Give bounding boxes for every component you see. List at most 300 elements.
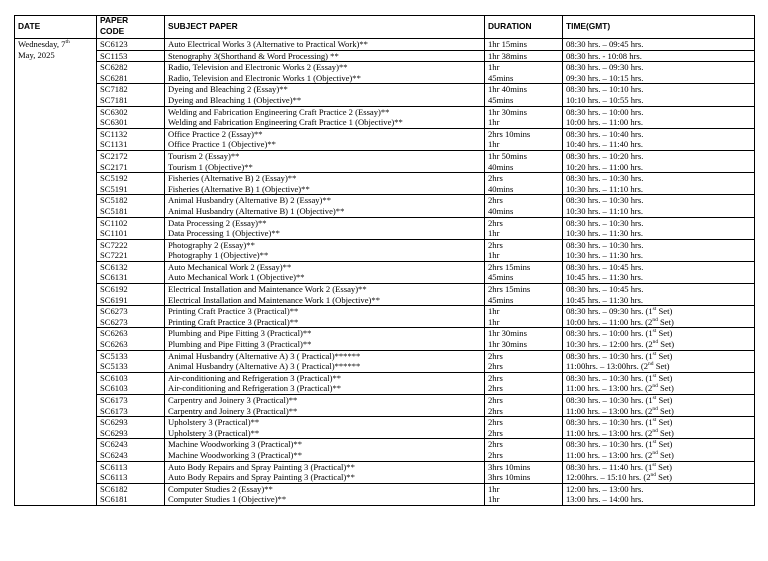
subject-paper [168, 339, 481, 350]
subject-paper [168, 250, 481, 261]
duration [488, 84, 559, 95]
time-gmt-text: 11:00 hrs. – 13:00 hrs. (2 [566, 405, 653, 416]
header-time: TIME(GMT) [563, 16, 755, 39]
paper-code [100, 295, 161, 306]
time-gmt [566, 250, 751, 261]
time-gmt [566, 462, 751, 473]
duration [488, 139, 559, 150]
subject-cell [165, 328, 485, 350]
duration-cell [485, 417, 563, 439]
paper-code [100, 51, 161, 62]
time-gmt-sup: st [652, 372, 657, 379]
time-cell [563, 483, 755, 505]
duration-text: 2hrs [488, 195, 503, 206]
paper-code-cell [97, 150, 165, 172]
duration-text: 1hr [488, 494, 500, 505]
table-row [15, 239, 755, 261]
time-cell [563, 261, 755, 283]
duration [488, 39, 559, 50]
time-cell [563, 350, 755, 372]
duration [488, 95, 559, 106]
time-gmt-text: 10:40 hrs. – 11:40 hrs. [566, 139, 644, 150]
subject-paper-text: Printing Craft Practice 3 (Practical)** [168, 316, 299, 327]
subject-paper-text: Animal Husbandry (Alternative B) 1 (Objective)** [168, 205, 345, 216]
paper-code [100, 317, 161, 328]
time-cell [563, 239, 755, 261]
paper-code [100, 406, 161, 417]
paper-code-text: SC6123 [100, 39, 128, 49]
duration [488, 484, 559, 495]
time-gmt-text: 09:30 hrs. – 10:15 hrs. [566, 72, 644, 83]
subject-paper [168, 450, 481, 461]
duration [488, 272, 559, 283]
subject-cell [165, 372, 485, 394]
duration-cell [485, 284, 563, 306]
subject-paper-text: Animal Husbandry (Alternative B) 2 (Essay)** [168, 195, 332, 206]
paper-code [100, 73, 161, 84]
paper-code [100, 361, 161, 372]
time-gmt [566, 73, 751, 84]
time-gmt [566, 228, 751, 239]
time-gmt-text: 08:30 hrs. – 10:30 hrs. (1 [566, 395, 653, 405]
paper-code-text: SC7221 [100, 250, 128, 261]
time-gmt [566, 262, 751, 273]
duration-text: 2hrs [488, 449, 503, 460]
duration [488, 117, 559, 128]
time-gmt-sup: nd [652, 427, 658, 434]
time-gmt-text: 10:30 hrs. – 11:30 hrs. [566, 250, 644, 261]
duration-cell [485, 306, 563, 328]
paper-code-text: SC1101 [100, 228, 128, 239]
time-gmt [566, 62, 751, 73]
paper-code-text: SC6132 [100, 261, 128, 272]
subject-paper [168, 162, 481, 173]
duration-text: 2hrs [488, 173, 503, 184]
paper-code-cell [97, 217, 165, 239]
duration [488, 373, 559, 384]
subject-paper [168, 472, 481, 483]
subject-paper [168, 373, 481, 384]
subject-paper [168, 184, 481, 195]
duration-text: 2hrs [488, 239, 503, 250]
time-cell [563, 50, 755, 62]
paper-code [100, 95, 161, 106]
subject-paper [168, 439, 481, 450]
duration [488, 417, 559, 428]
duration-cell [485, 261, 563, 283]
duration [488, 295, 559, 306]
paper-code [100, 328, 161, 339]
paper-code-cell [97, 261, 165, 283]
subject-paper [168, 272, 481, 283]
duration [488, 250, 559, 261]
duration-text: 2hrs 15mins [488, 261, 531, 272]
paper-code-text: SC6191 [100, 294, 128, 305]
time-gmt [566, 494, 751, 505]
time-gmt [566, 295, 751, 306]
time-gmt-text: 08:30 hrs. – 10:45 hrs. [566, 261, 644, 272]
paper-code-cell [97, 372, 165, 394]
subject-cell [165, 417, 485, 439]
duration-text: 40mins [488, 183, 514, 194]
subject-paper [168, 406, 481, 417]
subject-cell [165, 150, 485, 172]
subject-paper-text: Printing Craft Practice 3 (Practical)** [168, 306, 299, 317]
paper-code-cell [97, 106, 165, 128]
paper-code [100, 139, 161, 150]
subject-paper [168, 262, 481, 273]
time-gmt-suffix: Set) [657, 405, 674, 416]
time-cell [563, 84, 755, 106]
duration-text: 1hr 50mins [488, 150, 527, 161]
paper-code-cell [97, 483, 165, 505]
paper-code-text: SC6273 [100, 306, 128, 317]
subject-paper-text: Electrical Installation and Maintenance Work 2 (Essay)** [168, 284, 367, 295]
paper-code-cell [97, 461, 165, 483]
paper-code-cell [97, 84, 165, 106]
time-cell [563, 439, 755, 461]
subject-paper [168, 284, 481, 295]
time-gmt [566, 139, 751, 150]
time-gmt-sup: st [652, 461, 657, 468]
paper-code [100, 484, 161, 495]
duration-cell [485, 483, 563, 505]
timetable-body [15, 39, 755, 506]
time-gmt [566, 417, 751, 428]
time-gmt [566, 240, 751, 251]
subject-cell [165, 217, 485, 239]
subject-paper [168, 129, 481, 140]
timetable-container [14, 15, 755, 506]
duration-text: 1hr [488, 62, 500, 73]
paper-code-text: SC6273 [100, 316, 128, 327]
subject-paper [168, 139, 481, 150]
time-gmt-sup: nd [648, 361, 654, 368]
time-cell [563, 372, 755, 394]
duration-text: 2hrs [488, 350, 503, 361]
paper-code [100, 184, 161, 195]
table-row [15, 50, 755, 62]
paper-code-text: SC6113 [100, 461, 128, 472]
table-row [15, 284, 755, 306]
exam-date [15, 39, 97, 506]
duration-cell [485, 350, 563, 372]
subject-paper-text: Photography 2 (Essay)** [168, 239, 255, 250]
time-gmt-text: 08:30 hrs. – 10:45 hrs. [566, 284, 644, 295]
time-gmt-text: 08:30 hrs. – 10:30 hrs. (1 [566, 439, 653, 450]
paper-code [100, 306, 161, 317]
subject-paper [168, 328, 481, 339]
paper-code [100, 107, 161, 118]
time-gmt-text: 08:30 hrs. – 11:40 hrs. (1 [566, 461, 653, 472]
duration [488, 195, 559, 206]
duration-text: 2hrs [488, 427, 503, 438]
time-gmt-sup: st [652, 306, 657, 313]
subject-paper [168, 206, 481, 217]
paper-code [100, 351, 161, 362]
paper-code-cell [97, 62, 165, 84]
time-gmt-text: 08:30 hrs. – 10:10 hrs. [566, 84, 644, 95]
time-gmt-text: 08:30 hrs. – 10:30 hrs. [566, 217, 644, 228]
paper-code-text: SC6131 [100, 272, 128, 283]
subject-paper-text: Radio, Television and Electronic Works 1 (Objective)** [168, 72, 361, 83]
time-gmt-text: 08:30 hrs. – 10:20 hrs. [566, 150, 644, 161]
paper-code-text: SC7181 [100, 94, 128, 105]
paper-code-text: SC1102 [100, 217, 128, 228]
subject-paper-text: Carpentry and Joinery 3 (Practical)** [168, 405, 298, 416]
table-row [15, 62, 755, 84]
paper-code-text: SC6113 [100, 472, 128, 483]
subject-paper [168, 95, 481, 106]
duration-text: 1hr [488, 228, 500, 239]
paper-code-cell [97, 39, 165, 51]
table-row [15, 84, 755, 106]
paper-code [100, 284, 161, 295]
time-gmt-sup: st [652, 395, 657, 402]
duration [488, 494, 559, 505]
duration-text: 1hr [488, 306, 500, 317]
time-cell [563, 328, 755, 350]
subject-paper-text: Air-conditioning and Refrigeration 3 (Practical)** [168, 372, 342, 383]
duration-text: 1hr 30mins [488, 339, 527, 350]
header-row [15, 16, 755, 39]
paper-code-text: SC1153 [100, 50, 128, 61]
subject-paper-text: Stenography 3(Shorthand & Word Processing) ** [168, 50, 339, 61]
subject-cell [165, 173, 485, 195]
time-gmt [566, 395, 751, 406]
time-gmt-text: 13:00 hrs. – 14:00 hrs. [566, 494, 644, 505]
subject-paper-text: Plumbing and Pipe Fitting 3 (Practical)** [168, 328, 312, 339]
header-duration: DURATION [485, 16, 563, 39]
paper-code-cell [97, 328, 165, 350]
time-gmt-text: 11:00 hrs. – 13:00 hrs. (2 [566, 449, 653, 460]
duration-text: 2hrs 15mins [488, 284, 531, 295]
duration [488, 361, 559, 372]
subject-paper [168, 383, 481, 394]
duration [488, 107, 559, 118]
duration [488, 228, 559, 239]
paper-code-cell [97, 439, 165, 461]
time-gmt [566, 406, 751, 417]
subject-paper [168, 361, 481, 372]
duration-text: 45mins [488, 72, 514, 83]
time-gmt-text: 08:30 hrs. – 10:00 hrs. [566, 106, 644, 117]
time-gmt-suffix: Set) [657, 449, 674, 460]
subject-paper-text: Welding and Fabrication Engineering Craft Practice 1 (Objective)** [168, 117, 403, 128]
duration [488, 184, 559, 195]
time-gmt [566, 195, 751, 206]
paper-code [100, 84, 161, 95]
paper-code-text: SC6293 [100, 417, 128, 428]
subject-paper-text: Computer Studies 1 (Objective)** [168, 494, 287, 505]
paper-code [100, 339, 161, 350]
paper-code-text: SC5182 [100, 195, 128, 206]
time-gmt [566, 107, 751, 118]
exam-date-line1 [18, 39, 93, 50]
time-gmt [566, 317, 751, 328]
duration [488, 218, 559, 229]
duration [488, 73, 559, 84]
paper-code-cell [97, 417, 165, 439]
time-gmt-text: 08:30 hrs. – 09:30 hrs. [566, 62, 644, 73]
duration-cell [485, 173, 563, 195]
paper-code [100, 383, 161, 394]
subject-paper [168, 417, 481, 428]
subject-paper [168, 73, 481, 84]
duration-text: 2hrs [488, 395, 503, 405]
time-cell [563, 306, 755, 328]
subject-paper [168, 173, 481, 184]
subject-paper-text: Animal Husbandry (Alternative A) 3 ( Practical)****** [168, 361, 361, 372]
duration-text: 45mins [488, 94, 514, 105]
duration-cell [485, 62, 563, 84]
time-gmt-text: 10:20 hrs. – 11:00 hrs. [566, 161, 644, 172]
paper-code [100, 472, 161, 483]
table-row [15, 217, 755, 239]
exam-date-sup: th [65, 39, 70, 46]
duration [488, 173, 559, 184]
paper-code-text: SC6301 [100, 117, 128, 128]
duration [488, 306, 559, 317]
duration-cell [485, 239, 563, 261]
time-gmt-suffix: Set) [656, 472, 673, 483]
time-gmt-text: 10:30 hrs. – 11:30 hrs. [566, 228, 644, 239]
time-gmt-text: 10:30 hrs. – 11:10 hrs. [566, 205, 644, 216]
duration-text: 1hr 15mins [488, 39, 527, 49]
paper-code [100, 162, 161, 173]
time-gmt-sup: st [652, 350, 657, 357]
time-gmt-text: 11:00hrs. – 13:00hrs. (2 [566, 361, 649, 372]
duration-cell [485, 328, 563, 350]
paper-code [100, 395, 161, 406]
time-gmt [566, 339, 751, 350]
paper-code-cell [97, 195, 165, 217]
subject-paper-text: Welding and Fabrication Engineering Craft Practice 2 (Essay)** [168, 106, 390, 117]
time-gmt-suffix: Set) [656, 306, 673, 317]
duration [488, 351, 559, 362]
duration [488, 206, 559, 217]
paper-code-text: SC6182 [100, 483, 128, 494]
paper-code [100, 151, 161, 162]
time-gmt-text: 08:30 hrs. – 09:30 hrs. (1 [566, 306, 653, 317]
duration-cell [485, 395, 563, 417]
paper-code-text: SC7182 [100, 84, 128, 95]
paper-code [100, 272, 161, 283]
paper-code [100, 62, 161, 73]
subject-paper [168, 107, 481, 118]
time-gmt-sup: nd [652, 316, 658, 323]
subject-cell [165, 461, 485, 483]
subject-paper-text: Data Processing 1 (Objective)** [168, 228, 280, 239]
time-gmt-text: 10:10 hrs. – 10:55 hrs. [566, 94, 644, 105]
subject-paper [168, 240, 481, 251]
time-gmt [566, 206, 751, 217]
time-cell [563, 62, 755, 84]
time-gmt [566, 484, 751, 495]
time-gmt [566, 306, 751, 317]
paper-code [100, 195, 161, 206]
paper-code-text: SC6192 [100, 284, 128, 295]
paper-code-text: SC2172 [100, 150, 128, 161]
table-row [15, 372, 755, 394]
subject-paper-text: Auto Mechanical Work 1 (Objective)** [168, 272, 305, 283]
duration [488, 406, 559, 417]
time-gmt-text: 08:30 hrs. – 10:30 hrs. (1 [566, 417, 653, 428]
subject-paper [168, 462, 481, 473]
paper-code-text: SC5192 [100, 173, 128, 184]
time-gmt [566, 129, 751, 140]
time-gmt [566, 439, 751, 450]
time-cell [563, 284, 755, 306]
subject-paper [168, 62, 481, 73]
time-gmt [566, 173, 751, 184]
subject-paper [168, 228, 481, 239]
subject-cell [165, 62, 485, 84]
time-cell [563, 395, 755, 417]
time-gmt [566, 328, 751, 339]
time-gmt-suffix: Set) [656, 328, 673, 339]
paper-code [100, 206, 161, 217]
exam-date-day: Wednesday, 7 [18, 39, 66, 49]
subject-cell [165, 439, 485, 461]
time-gmt-suffix: Set) [656, 395, 673, 405]
time-gmt-sup: nd [652, 383, 658, 390]
time-gmt [566, 472, 751, 483]
duration-text: 45mins [488, 272, 514, 283]
table-row [15, 461, 755, 483]
time-gmt-suffix: Set) [656, 372, 673, 383]
paper-code-text: SC6243 [100, 449, 128, 460]
time-gmt-suffix: Set) [658, 339, 675, 350]
duration-text: 3hrs 10mins [488, 461, 531, 472]
header-subject: SUBJECT PAPER [165, 16, 485, 39]
paper-code-text: SC5133 [100, 350, 128, 361]
subject-paper-text: Fisheries (Alternative B) 2 (Essay)** [168, 173, 297, 184]
subject-cell [165, 350, 485, 372]
time-gmt-sup: nd [652, 450, 658, 457]
duration-text: 2hrs [488, 372, 503, 383]
paper-code-cell [97, 239, 165, 261]
subject-cell [165, 39, 485, 51]
paper-code-text: SC6263 [100, 339, 128, 350]
duration [488, 317, 559, 328]
duration-text: 2hrs [488, 439, 503, 450]
duration-text: 2hrs [488, 217, 503, 228]
table-row [15, 439, 755, 461]
time-gmt-sup: nd [652, 405, 658, 412]
paper-code-text: SC6103 [100, 372, 128, 383]
duration-text: 1hr 30mins [488, 106, 527, 117]
subject-cell [165, 261, 485, 283]
subject-paper-text: Data Processing 2 (Essay)** [168, 217, 267, 228]
subject-paper [168, 494, 481, 505]
time-gmt-suffix: Set) [656, 439, 673, 450]
duration [488, 428, 559, 439]
time-cell [563, 417, 755, 439]
duration-text: 2hrs [488, 417, 503, 428]
subject-paper [168, 195, 481, 206]
time-gmt [566, 284, 751, 295]
time-gmt-text: 11:00 hrs. – 13:00 hrs. (2 [566, 383, 653, 394]
subject-paper [168, 306, 481, 317]
subject-paper-text: Radio, Television and Electronic Works 2 (Essay)** [168, 62, 348, 73]
subject-paper-text: Dyeing and Bleaching 2 (Essay)** [168, 84, 288, 95]
paper-code-text: SC6282 [100, 62, 128, 73]
time-cell [563, 106, 755, 128]
duration [488, 472, 559, 483]
paper-code [100, 417, 161, 428]
time-gmt-text: 10:00 hrs. – 11:00 hrs. [566, 117, 644, 128]
